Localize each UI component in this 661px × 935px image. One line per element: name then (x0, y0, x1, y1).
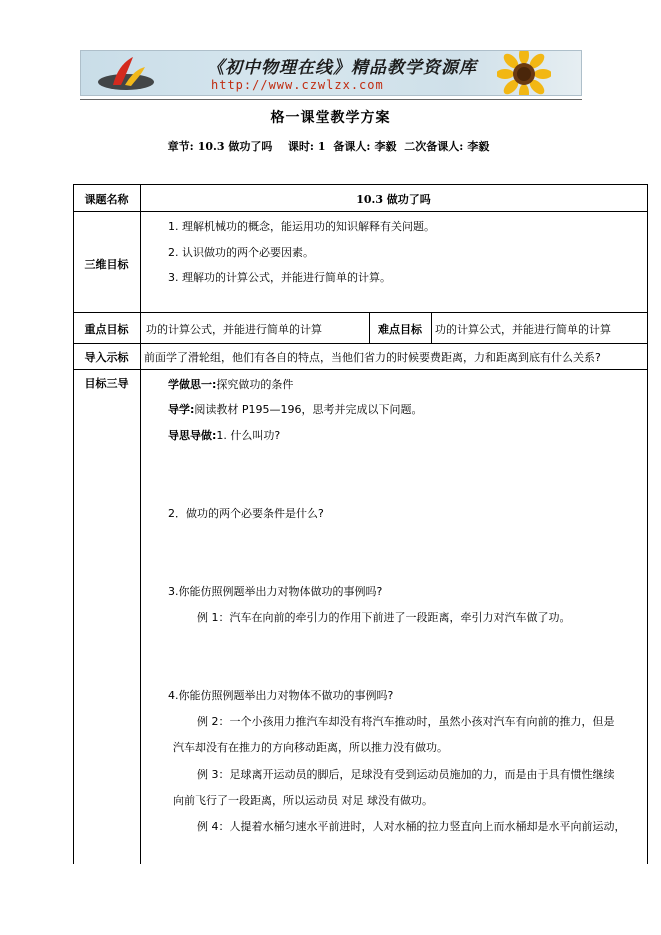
learn-value: 探究做功的条件 (216, 378, 294, 391)
lesson-meta (0, 138, 661, 154)
example-4-line-1: 例 4：人提着水桶匀速水平前进时，人对水桶的拉力竖直向上而水桶却是水平向前运动， (197, 820, 626, 833)
banner-title: 《初中物理在线》精品教学资源库 (207, 58, 477, 78)
main-label: 目标三导 (84, 377, 129, 390)
example-2-line-1: 例 2：一个小孩用力推汽车却没有将汽车推动时，虽然小孩对汽车有向前的推力，但是 (197, 715, 615, 728)
example-3-line-1: 例 3：足球离开运动员的脚后，足球没有受到运动员施加的力，而是由于具有惯性继续 (197, 768, 615, 781)
lesson-plan-table (73, 184, 648, 864)
example-1: 例 1：汽车在向前的牵引力的作用下前进了一段距离，牵引力对汽车做了功。 (197, 611, 571, 624)
page-title: 格一课堂教学方案 (270, 110, 391, 126)
difficult-goal-label: 难点目标 (378, 323, 422, 336)
table-rule (73, 184, 648, 185)
goal-item: 1. 理解机械功的概念，能运用功的知识解释有关问题。 (168, 220, 435, 233)
example-2-line-2: 汽车却没有在推力的方向移动距离，所以推力没有做功。 (173, 741, 448, 754)
learn-line (168, 376, 293, 392)
second-preparer-label: 二次备课人: (404, 140, 464, 153)
key-goal-value: 功的计算公式，并能进行简单的计算 (146, 323, 322, 336)
intro-label: 导入示标 (84, 351, 129, 364)
goals-label: 三维目标 (84, 258, 129, 271)
table-rule (73, 184, 74, 864)
learn-label: 学做思一: (168, 378, 217, 391)
table-rule (73, 343, 648, 344)
question-1: 1. 什么叫功? (216, 429, 281, 442)
guide-value: 阅读教材 P195—196，思考并完成以下问题。 (194, 403, 423, 416)
question-2: 2．做功的两个必要条件是什么? (168, 507, 324, 520)
period-label: 课时: (287, 140, 314, 153)
header-banner (80, 50, 582, 96)
chapter-label: 章节: (167, 140, 194, 153)
second-preparer-value: 李毅 (467, 140, 490, 153)
question-3: 3.你能仿照例题举出力对物体做功的事例吗? (168, 585, 383, 598)
table-rule (647, 184, 648, 864)
guide-label: 导学: (168, 403, 195, 416)
table-rule (73, 369, 648, 370)
preparer-value: 李毅 (374, 140, 397, 153)
topic-label: 课题名称 (84, 193, 129, 206)
goal-item: 3. 理解功的计算公式，并能进行简单的计算。 (168, 271, 391, 284)
question-4: 4.你能仿照例题举出力对物体不做功的事例吗? (168, 689, 394, 702)
intro-value: 前面学了滑轮组，他们有各自的特点，当他们省力的时候要费距离，力和距离到底有什么关系? (144, 351, 601, 364)
table-rule (73, 312, 648, 313)
sunflower-icon (497, 50, 551, 96)
think-line (168, 427, 280, 443)
difficult-goal-value: 功的计算公式，并能进行简单的计算 (435, 323, 611, 336)
preparer-label: 备课人: (333, 140, 371, 153)
period-value: 1 (317, 140, 326, 153)
header-rule (80, 99, 582, 100)
table-rule (140, 184, 141, 864)
table-rule (431, 312, 432, 343)
example-3-line-2: 向前飞行了一段距离，所以运动员 对足 球没有做功。 (173, 794, 433, 807)
goal-item: 2. 认识做功的两个必要因素。 (168, 246, 314, 259)
key-goal-label: 重点目标 (84, 323, 129, 336)
topic-value: 10.3 做功了吗 (356, 193, 431, 206)
site-logo-icon (95, 55, 157, 93)
think-label: 导思导做: (168, 429, 217, 442)
chapter-value: 10.3 做功了吗 (197, 140, 273, 153)
banner-url: http://www.czwlzx.com (211, 78, 384, 92)
table-rule (73, 211, 648, 212)
guide-line (168, 401, 423, 417)
